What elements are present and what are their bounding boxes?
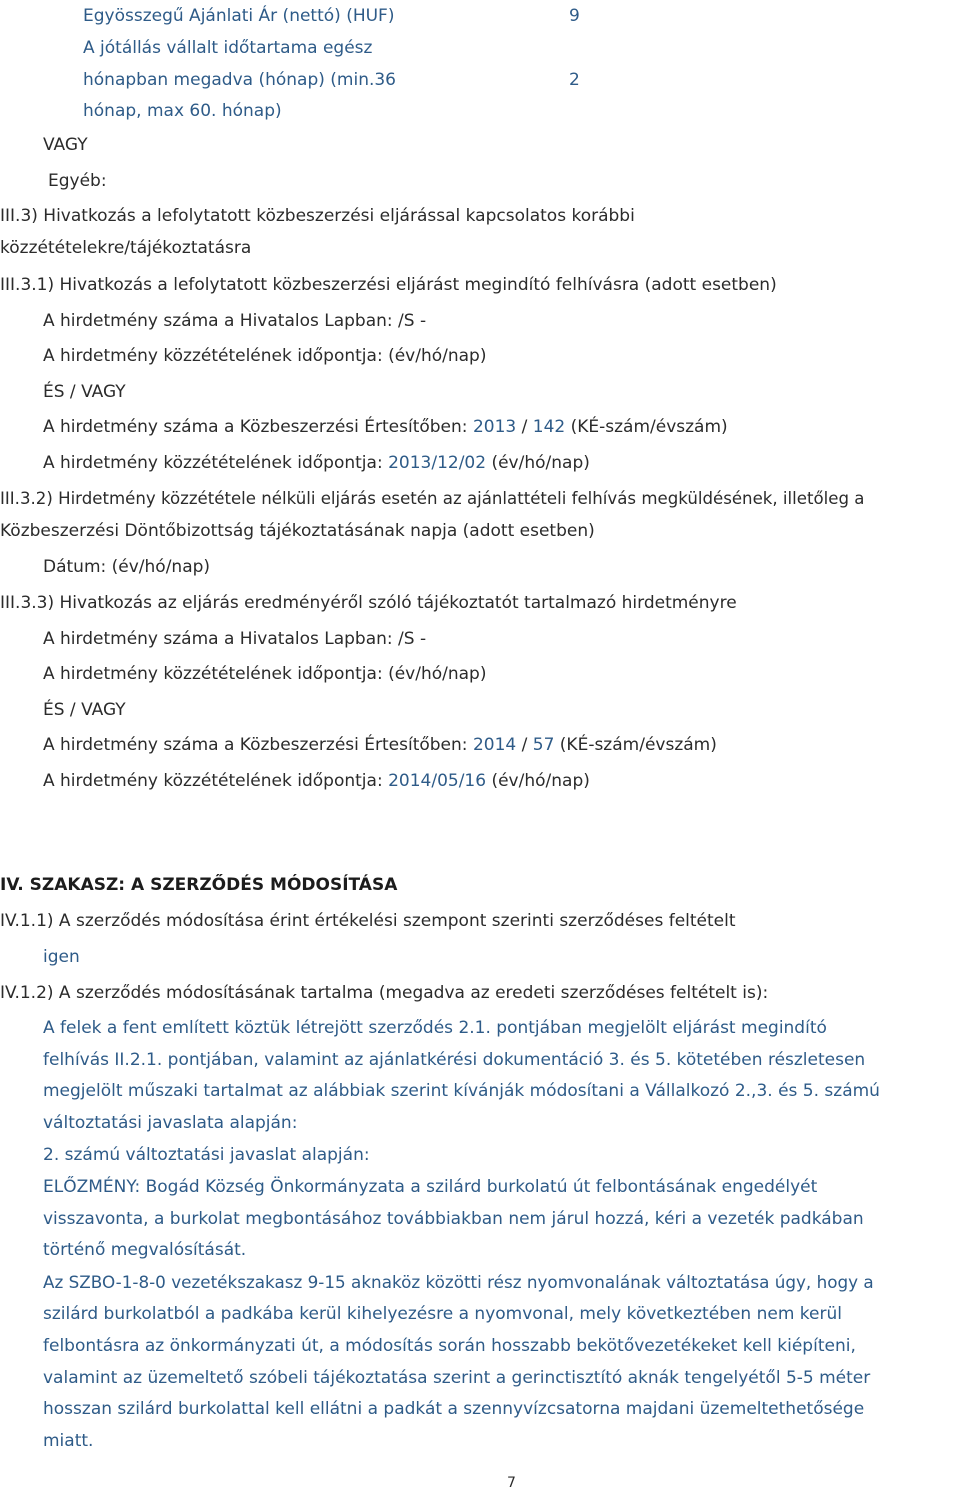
offer-price-value: 9: [569, 6, 580, 26]
s333-ke-date-suffix: (év/hó/nap): [491, 771, 590, 791]
s333-ke-year: 2014: [472, 735, 517, 755]
warranty-label-line2: hónapban megadva (hónap) (min.36: [83, 70, 396, 90]
offer-price-label: Egyösszegű Ajánlati Ár (nettó) (HUF): [83, 6, 395, 26]
s331-ke-issue: 142: [532, 417, 566, 437]
body-line: megjelölt műszaki tartalmat az alábbiak szerint kívánják módosítani a Vállalkozó 2.,3. és 5. számú: [43, 1081, 880, 1101]
body-line: A felek a fent említett köztük létrejött szerződés 2.1. pontjában megjelölt eljárást megindító: [43, 1018, 827, 1038]
section-iv-heading: IV. SZAKASZ: A SZERZŐDÉS MÓDOSÍTÁSA: [0, 875, 398, 895]
body-line: hosszan szilárd burkolattal kell ellátni a padkát a szennyvízcsatorna majdani üzemeltethetősége: [43, 1399, 865, 1419]
section-iv11-answer: igen: [43, 947, 80, 967]
section-3333-title: III.3.3) Hivatkozás az eljárás eredményéről szóló tájékoztatót tartalmazó hirdetményre: [0, 593, 737, 613]
s331-ke-separator: /: [521, 417, 528, 437]
s331-ke-suffix: (KÉ-szám/évszám): [570, 417, 728, 437]
s332-date-label: Dátum: (év/hó/nap): [43, 557, 211, 577]
body-line: szilárd burkolatból a padkába kerül kihelyezésre a nyomvonal, mely következtében nem kerül: [43, 1304, 842, 1324]
s333-ke-separator: /: [521, 735, 528, 755]
section-3332-title-line1: III.3.2) Hirdetmény közzététele nélküli eljárás esetén az ajánlattételi felhívás megküldésének, illetőleg a: [0, 489, 865, 508]
body-line: ELŐZMÉNY: Bogád Község Önkormányzata a szilárd burkolatú út felbontásának engedélyét: [43, 1177, 818, 1197]
body-line: felbontásra az önkormányzati út, a módosítás során hosszabb bekötővezetékeket kell kiépíteni,: [43, 1336, 856, 1356]
s333-hl-number-label: A hirdetmény száma a Hivatalos Lapban: /S -: [43, 629, 427, 649]
s333-hl-date-label: A hirdetmény közzétételének időpontja: (év/hó/nap): [43, 664, 487, 684]
s331-ke-year: 2013: [472, 417, 517, 437]
body-line: 2. számú változtatási javaslat alapján:: [43, 1145, 370, 1165]
s333-ke-number-row: [43, 734, 717, 756]
page-number: 7: [507, 1475, 516, 1491]
body-line: valamint az üzemeltető szóbeli tájékoztatása szerint a gerinctisztító aknák tengelyétől 5-5 méter: [43, 1368, 871, 1388]
s331-hl-date-label: A hirdetmény közzétételének időpontja: (év/hó/nap): [43, 346, 487, 366]
body-line: visszavonta, a burkolat megbontásához továbbiakban nem járul hozzá, kéri a vezeték padkában: [43, 1209, 864, 1229]
s333-ke-date: 2014/05/16: [388, 771, 487, 791]
body-line: miatt.: [43, 1431, 94, 1451]
s333-and-or: ÉS / VAGY: [43, 700, 126, 720]
s331-ke-number-row: [43, 416, 728, 438]
body-line: Az SZBO-1-8-0 vezetékszakasz 9-15 aknaköz közötti rész nyomvonalának változtatása úgy, hogy a: [43, 1272, 874, 1292]
s331-ke-label: A hirdetmény száma a Közbeszerzési Értesítőben:: [43, 417, 468, 437]
section-iv12-question: IV.1.2) A szerződés módosításának tartalma (megadva az eredeti szerződéses feltételt is):: [0, 983, 769, 1003]
section-333-title-line1: III.3) Hivatkozás a lefolytatott közbeszerzési eljárással kapcsolatos korábbi: [0, 206, 635, 226]
or-label: VAGY: [43, 135, 88, 155]
s333-ke-date-row: [43, 770, 590, 792]
s333-ke-suffix: (KÉ-szám/évszám): [559, 735, 717, 755]
warranty-label-line1: A jótállás vállalt időtartama egész: [83, 38, 373, 58]
warranty-label-line3: hónap, max 60. hónap): [83, 101, 282, 121]
section-333-title-line2: közzétételekre/tájékoztatásra: [0, 238, 252, 258]
s331-hl-number-label: A hirdetmény száma a Hivatalos Lapban: /S -: [43, 311, 427, 331]
s331-ke-date-label: A hirdetmény közzétételének időpontja:: [43, 453, 383, 473]
other-label: Egyéb:: [48, 171, 107, 191]
section-3331-title: III.3.1) Hivatkozás a lefolytatott közbeszerzési eljárást megindító felhívásra (adott esetben): [0, 275, 777, 295]
s333-ke-label: A hirdetmény száma a Közbeszerzési Értesítőben:: [43, 735, 468, 755]
s331-ke-date-row: [43, 452, 590, 474]
section-iv11-question: IV.1.1) A szerződés módosítása érint értékelési szempont szerinti szerződéses feltételt: [0, 911, 736, 931]
s331-ke-date-suffix: (év/hó/nap): [491, 453, 590, 473]
s331-and-or: ÉS / VAGY: [43, 382, 126, 402]
s333-ke-issue: 57: [532, 735, 555, 755]
body-line: felhívás II.2.1. pontjában, valamint az ajánlatkérési dokumentáció 3. és 5. kötetében részletesen: [43, 1050, 866, 1070]
s331-ke-date: 2013/12/02: [388, 453, 487, 473]
warranty-value: 2: [569, 70, 580, 90]
body-line: változtatási javaslata alapján:: [43, 1113, 298, 1133]
s333-ke-date-label: A hirdetmény közzétételének időpontja:: [43, 771, 383, 791]
body-line: történő megvalósítását.: [43, 1240, 247, 1260]
section-3332-title-line2: Közbeszerzési Döntőbizottság tájékoztatásának napja (adott esetben): [0, 521, 595, 541]
